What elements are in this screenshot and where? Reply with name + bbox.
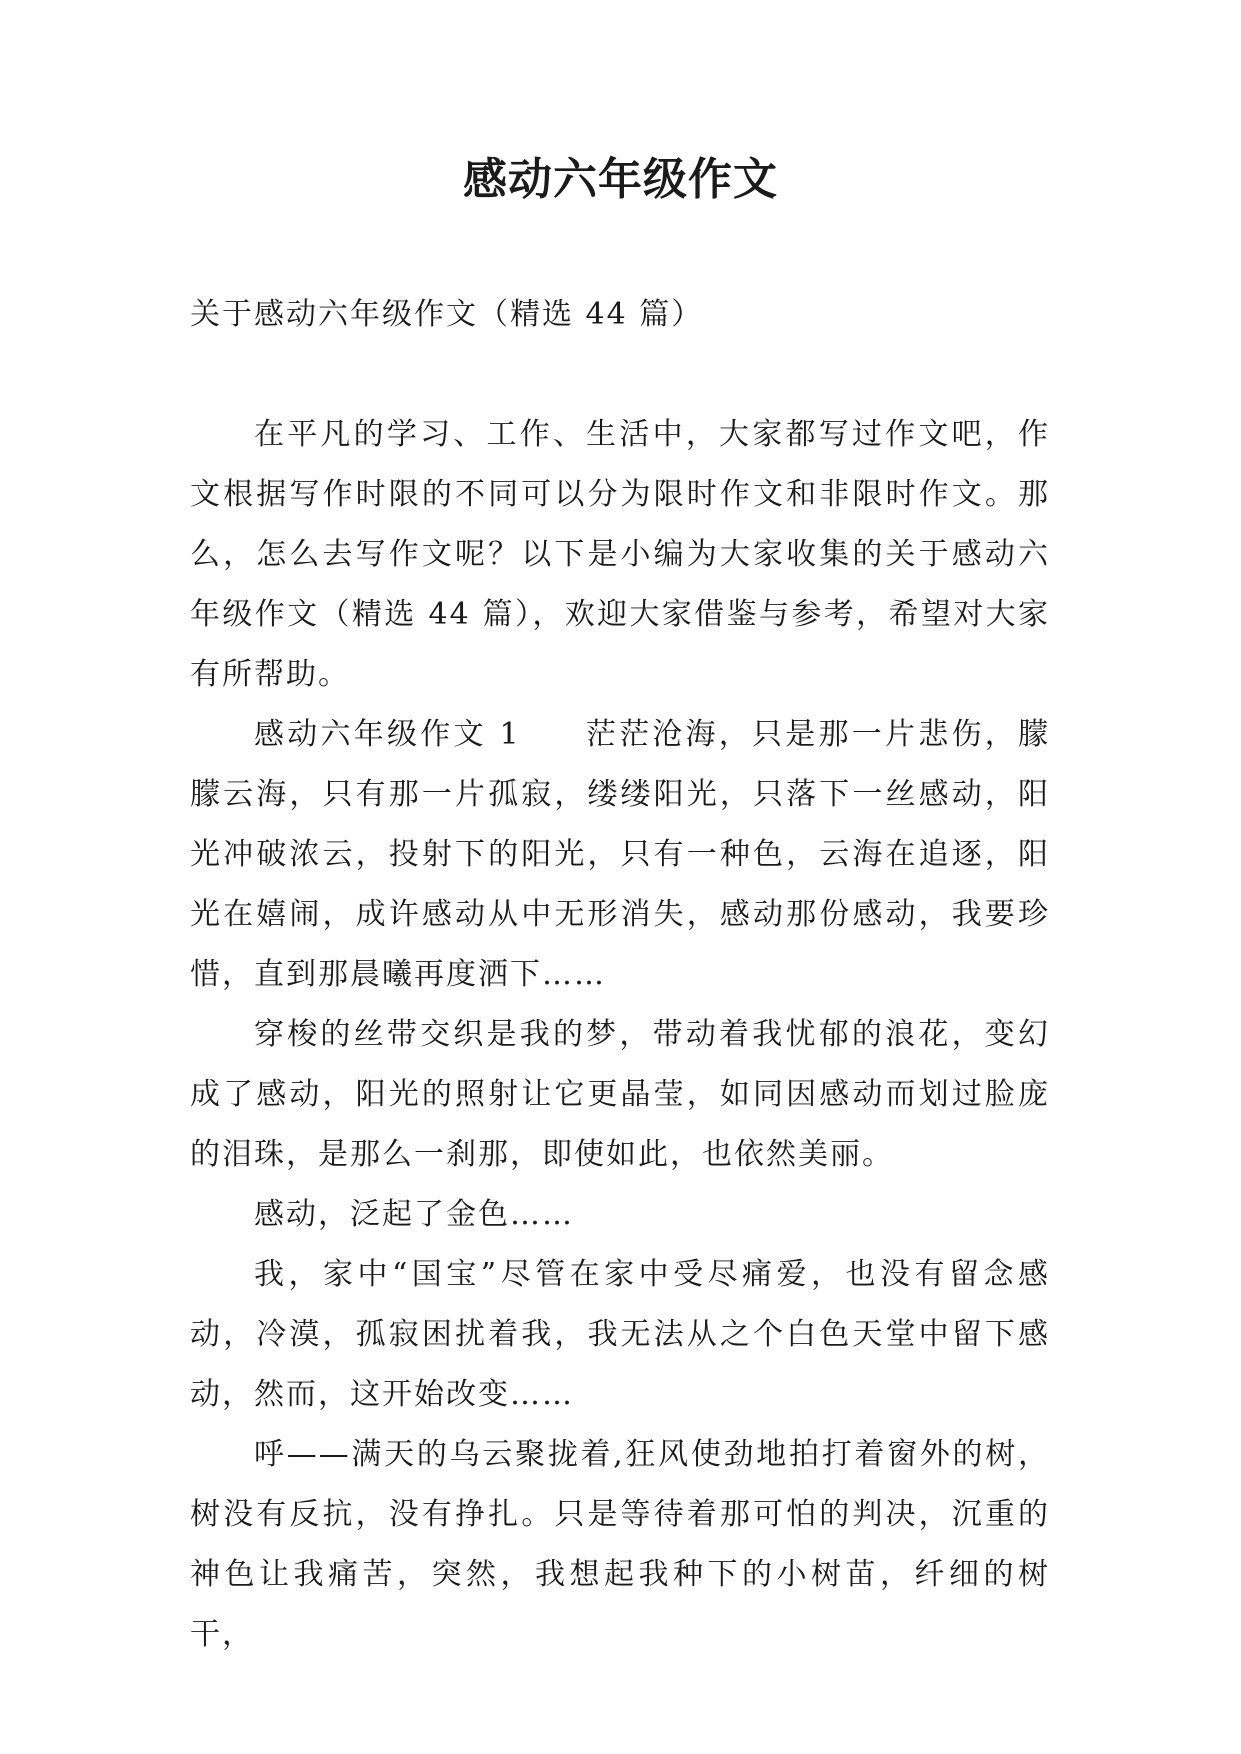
essay-1-paragraph-2: 穿梭的丝带交织是我的梦，带动着我忧郁的浪花，变幻成了感动，阳光的照射让它更晶莹，如同因感动而划过脸庞的泪珠，是那么一刹那，即使如此，也依然美丽。 [190, 1017, 1050, 1172]
essay-1-paragraph-1-text: 茫茫沧海，只是那一片悲伤，朦朦云海，只有那一片孤寂，缕缕阳光，只落下一丝感动，阳光冲破浓云，投射下的阳光，只有一种色，云海在追逐，阳光在嬉闹，成许感动从中无形消失，感动那份感动，我要珍惜，直到那晨曦再度洒下…… [190, 717, 1050, 992]
essay-1-paragraph-4: 我，家中“国宝”尽管在家中受尽痛爱，也没有留念感动，冷漠，孤寂困扰着我，我无法从之个白色天堂中留下感动，然而，这开始改变…… [190, 1257, 1050, 1412]
document-subtitle: 关于感动六年级作文（精选 44 篇） [190, 297, 704, 332]
essay-1-paragraph-1 [190, 705, 1050, 1005]
essay-1-heading: 感动六年级作文 1 [254, 717, 521, 752]
essay-1-paragraph-5: 呼——满天的乌云聚拢着,狂风使劲地拍打着窗外的树，树没有反抗，没有挣扎。只是等待着那可怕的判决，沉重的神色让我痛苦，突然，我想起我种下的小树苗，纤细的树干， [190, 1437, 1050, 1652]
essay-1-paragraph-3: 感动，泛起了金色…… [254, 1197, 574, 1232]
document-body [190, 285, 1050, 1665]
document-title: 感动六年级作文 [463, 154, 778, 205]
intro-paragraph: 在平凡的学习、工作、生活中，大家都写过作文吧，作文根据写作时限的不同可以分为限时作文和非限时作文。那么，怎么去写作文呢？以下是小编为大家收集的关于感动六年级作文（精选 44 篇），欢迎大家借鉴与参考，希望对大家有所帮助。 [190, 417, 1050, 692]
